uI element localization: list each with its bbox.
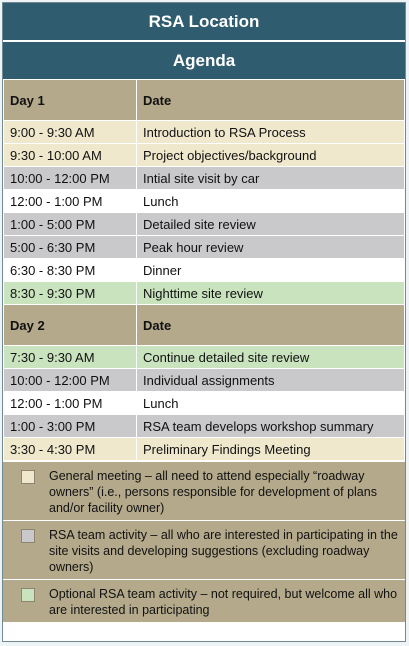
- day2-label: Day 2: [4, 305, 137, 346]
- time-cell: 12:00 - 1:00 PM: [4, 392, 137, 415]
- day1-header: [4, 80, 405, 121]
- legend-text: Optional RSA team activity – not required, but welcome all who are interested in participating: [49, 587, 398, 617]
- agenda-table: [3, 79, 405, 461]
- time-cell: 12:00 - 1:00 PM: [4, 190, 137, 213]
- table-row: [4, 392, 405, 415]
- day2-header: [4, 305, 405, 346]
- table-row: [4, 167, 405, 190]
- legend-text: General meeting – all need to attend especially “roadway owners” (i.e., persons responsible for development of plans and/or facility owner): [49, 469, 377, 515]
- table-row: [4, 282, 405, 305]
- time-cell: 6:30 - 8:30 PM: [4, 259, 137, 282]
- time-cell: 7:30 - 9:30 AM: [4, 346, 137, 369]
- table-row: [4, 415, 405, 438]
- time-cell: 9:00 - 9:30 AM: [4, 121, 137, 144]
- legend: [3, 461, 405, 622]
- agenda-card: [2, 2, 406, 642]
- activity-cell: Intial site visit by car: [137, 167, 405, 190]
- day1-label: Day 1: [4, 80, 137, 121]
- time-cell: 1:00 - 3:00 PM: [4, 415, 137, 438]
- time-cell: 10:00 - 12:00 PM: [4, 167, 137, 190]
- day1-date-header: Date: [137, 80, 405, 121]
- table-row: [4, 346, 405, 369]
- activity-cell: Peak hour review: [137, 236, 405, 259]
- day2-date-header: Date: [137, 305, 405, 346]
- activity-cell: Detailed site review: [137, 213, 405, 236]
- table-row: [4, 438, 405, 461]
- activity-cell: Lunch: [137, 392, 405, 415]
- swatch-gray: [21, 529, 35, 543]
- swatch-beige: [21, 470, 35, 484]
- table-row: [4, 121, 405, 144]
- legend-item-general: [3, 462, 405, 521]
- time-cell: 9:30 - 10:00 AM: [4, 144, 137, 167]
- location-title: RSA Location: [3, 3, 405, 40]
- swatch-green: [21, 588, 35, 602]
- table-row: [4, 236, 405, 259]
- activity-cell: Dinner: [137, 259, 405, 282]
- agenda-title: Agenda: [3, 40, 405, 79]
- time-cell: 1:00 - 5:00 PM: [4, 213, 137, 236]
- activity-cell: Preliminary Findings Meeting: [137, 438, 405, 461]
- activity-cell: Nighttime site review: [137, 282, 405, 305]
- activity-cell: Individual assignments: [137, 369, 405, 392]
- table-row: [4, 144, 405, 167]
- legend-item-optional: [3, 580, 405, 622]
- time-cell: 8:30 - 9:30 PM: [4, 282, 137, 305]
- table-row: [4, 190, 405, 213]
- activity-cell: Lunch: [137, 190, 405, 213]
- time-cell: 3:30 - 4:30 PM: [4, 438, 137, 461]
- time-cell: 10:00 - 12:00 PM: [4, 369, 137, 392]
- time-cell: 5:00 - 6:30 PM: [4, 236, 137, 259]
- table-row: [4, 369, 405, 392]
- activity-cell: RSA team develops workshop summary: [137, 415, 405, 438]
- activity-cell: Project objectives/background: [137, 144, 405, 167]
- activity-cell: Continue detailed site review: [137, 346, 405, 369]
- legend-text: RSA team activity – all who are interested in participating in the site visits and developing suggestions (excluding roadway owners): [49, 528, 398, 574]
- table-row: [4, 259, 405, 282]
- legend-item-team: [3, 521, 405, 580]
- table-row: [4, 213, 405, 236]
- activity-cell: Introduction to RSA Process: [137, 121, 405, 144]
